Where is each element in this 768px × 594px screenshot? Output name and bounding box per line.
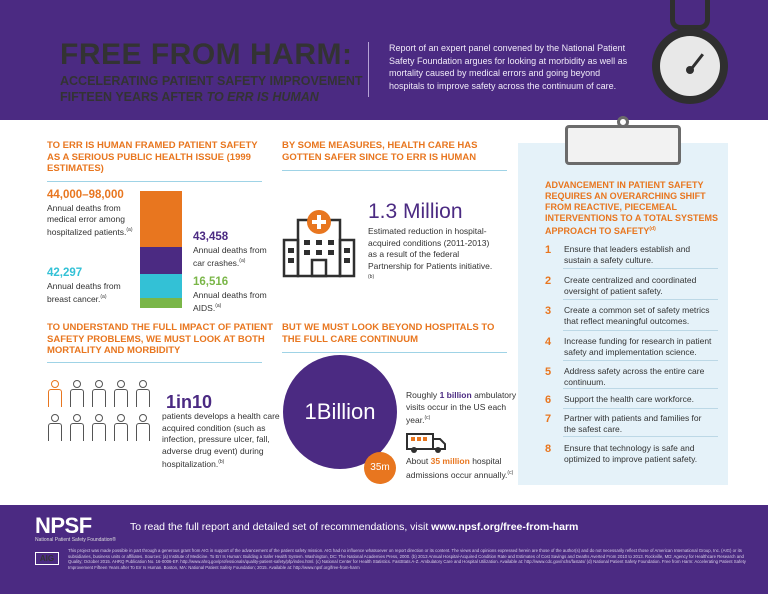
footer-fine-print: This project was made possible in part through a generous grant from AIG in support of the advancement of the patient safety mission. AIG had no influence whatsoever on report direction or its content. The views and opinions expressed herein are those of the author(s) and do not necessarily reflect those of American International Group, Inc. (AIG) or its subsidiaries, business units or affiliates. Sources: (a) Institute of Medicine. To Err Is Human: Building a Safer Health System. Washington, DC: The National Academies Press, 2000. (b) 2013 Annual Hospital-Acquired Condition Rate and Estimates of Cost Savings and Deaths Averted From 2010 to 2013. Rockville, MD: Agency for Healthcare Research and Quality; October 2015. AHRQ Publication No. 16-0006-EF. http://www.ahrq.gov/professionals/quality-patient-safety/pfp/index.html. (c) National Center for Health Statistics. FastStats A-Z. Ambulatory Care and Hospital Utilization. Available at: http://www.cdc.gov/nchs/fastats/ (d) National Patient Safety Foundation. Free from Harm: Accelerating Patient Safety Improvement Fifteen Years after To Err Is Human. Boston, MA: National Patient Safety Foundation; 2015. Available at: http://www.npsf.org/free-from-harm — [68, 548, 746, 570]
footer-cta-link[interactable]: www.npsf.org/free-from-harm — [431, 521, 579, 533]
rec-item — [545, 443, 720, 473]
section1-heading: TO ERR IS HUMAN FRAMED PATIENT SAFETY AS A SERIOUS PUBLIC HEALTH ISSUE (1999 ESTIMATES) — [47, 140, 258, 174]
about-highlight: 35 million — [430, 456, 470, 466]
gauge-face — [660, 36, 720, 96]
bar-car-crashes — [140, 247, 182, 274]
rec-number: 4 — [545, 336, 552, 348]
roughly-highlight: 1 billion — [439, 390, 472, 400]
stat-breast-num: 42,297 — [47, 267, 83, 279]
person-icon — [46, 380, 64, 408]
million-desc-text: Estimated reduction in hospital-acquired conditions (2011-2013) as a result of the federal Partnership for Patients initiative. — [368, 226, 493, 271]
m35-circle: 35m — [364, 452, 396, 484]
roughly-pre: Roughly — [406, 390, 438, 400]
bar-aids — [140, 298, 182, 308]
panel-heading-cite: (d) — [649, 226, 656, 232]
stat-breast-label — [47, 281, 137, 305]
one-in-ten-figure: 1in10 — [166, 392, 213, 412]
page-subtitle — [60, 73, 390, 105]
footer-cta-text: To read the full report and detailed set of recommendations, visit — [130, 521, 429, 533]
rec-divider — [563, 436, 718, 437]
section3-rule — [47, 362, 262, 363]
person-icon — [134, 414, 152, 442]
stat-breast-cite: (a) — [100, 294, 107, 300]
rec-text: Ensure that technology is safe and optimized to improve patient safety. — [564, 443, 698, 464]
stat-medical-error-cite: (a) — [126, 227, 133, 233]
rec-item — [545, 366, 720, 396]
million-figure: 1.3 Million — [368, 200, 463, 223]
section3-heading: TO UNDERSTAND THE FULL IMPACT OF PATIENT SAFETY PROBLEMS, WE MUST LOOK AT BOTH MORTALITY AND MORBIDITY — [47, 322, 273, 356]
rec-number: 8 — [545, 443, 552, 455]
roughly-post: ambulatory visits occur in the US each year. — [406, 390, 517, 425]
gauge-hub — [686, 66, 694, 74]
section1-rule — [47, 181, 262, 182]
stat-aids-text: Annual deaths from AIDS. — [193, 290, 267, 313]
aig-logo: AIG — [35, 552, 59, 565]
rec-number: 7 — [545, 413, 552, 425]
stat-medical-error-num: 44,000–98,000 — [47, 189, 124, 201]
rec-item — [545, 244, 720, 274]
million-cite: (b) — [368, 274, 375, 280]
roughly-cite: (c) — [424, 415, 431, 421]
one-in-ten-cite: (b) — [218, 459, 225, 465]
rec-text: Increase funding for research in patient safety and implementation science. — [564, 336, 712, 357]
npsf-logo: NPSF — [35, 513, 92, 538]
subtitle-line2-prefix: FIFTEEN YEARS AFTER — [60, 90, 204, 104]
rec-text: Address safety across the entire care continuum. — [564, 366, 705, 387]
rec-number: 5 — [545, 366, 552, 378]
roughly-text — [406, 390, 521, 426]
rec-divider — [563, 388, 718, 389]
section4-heading: BUT WE MUST LOOK BEYOND HOSPITALS TO THE FULL CARE CONTINUUM — [282, 322, 495, 345]
about-post: hospital admissions occur annually. — [406, 456, 508, 480]
panel-heading — [545, 180, 720, 237]
rec-item — [545, 413, 720, 443]
ambulance-icon — [405, 430, 447, 454]
about-pre: About — [406, 456, 429, 466]
rec-divider — [563, 360, 718, 361]
rec-item — [545, 275, 720, 305]
stat-aids-label — [193, 290, 268, 314]
page-title: FREE FROM HARM: — [60, 38, 353, 71]
footer-cta — [130, 521, 578, 533]
person-icon — [68, 414, 86, 442]
stat-car-text: Annual deaths from car crashes. — [193, 245, 267, 268]
stat-car-cite: (a) — [239, 258, 246, 264]
section2-heading: BY SOME MEASURES, HEALTH CARE HAS GOTTEN SAFER SINCE TO ERR IS HUMAN — [282, 140, 478, 163]
npsf-logo-sub: National Patient Safety Foundation® — [35, 537, 116, 543]
rec-text: Support the health care workforce. — [564, 394, 694, 404]
stat-medical-error-text: Annual deaths from medical error among hospitalized patients. — [47, 203, 127, 237]
rec-text: Create centralized and coordinated oversight of patient safety. — [564, 275, 697, 296]
stat-aids-cite: (a) — [215, 303, 222, 309]
person-icon — [68, 380, 86, 408]
clipboard-ring — [617, 116, 629, 128]
rec-divider — [563, 299, 718, 300]
header-intro: Report of an expert panel convened by the National Patient Safety Foundation argues for looking at morbidity as well as mortality caused by medical errors and going beyond hospitals to improve safety across the continuum of care. — [389, 43, 628, 91]
about-text — [406, 456, 524, 481]
stat-breast-text: Annual deaths from breast cancer. — [47, 281, 121, 304]
hospital-icon — [278, 198, 360, 280]
subtitle-line1: ACCELERATING PATIENT SAFETY IMPROVEMENT — [60, 74, 363, 88]
bar-breast-cancer — [140, 274, 182, 298]
panel-heading-text: ADVANCEMENT IN PATIENT SAFETY REQUIRES AN OVERARCHING SHIFT FROM REACTIVE, PIECEMEAL INTERVENTIONS TO A TOTAL SYSTEMS APPROACH TO SAFETY — [545, 180, 719, 236]
rec-text: Ensure that leaders establish and sustain a safety culture. — [564, 244, 691, 265]
clipboard-icon — [565, 125, 681, 165]
one-in-ten-desc-text: patients develops a health care acquired condition (such as infection, pressure ulcer, fall, adverse drug event) during hospitalization. — [162, 411, 280, 469]
section4-rule — [282, 352, 507, 353]
section2-rule — [282, 170, 507, 171]
rec-text: Partner with patients and families for the safest care. — [564, 413, 702, 434]
rec-divider — [563, 330, 718, 331]
person-icon — [134, 380, 152, 408]
rec-divider — [563, 408, 718, 409]
one-in-ten-desc — [162, 411, 282, 470]
stat-car-label — [193, 245, 268, 269]
subtitle-line2-em: TO ERR IS HUMAN — [206, 90, 319, 104]
billion-circle: 1Billion — [283, 355, 397, 469]
about-cite: (c) — [507, 469, 514, 476]
gauge-icon — [652, 28, 728, 104]
person-icon — [112, 414, 130, 442]
rec-number: 1 — [545, 244, 552, 256]
person-icon — [112, 380, 130, 408]
rec-number: 6 — [545, 394, 552, 406]
header-divider — [368, 42, 369, 97]
stat-aids-num: 16,516 — [193, 276, 229, 288]
stat-medical-error-label — [47, 203, 137, 238]
rec-item — [545, 336, 720, 366]
bar-medical-error — [140, 191, 182, 247]
stat-car-num: 43,458 — [193, 231, 229, 243]
person-icon — [90, 380, 108, 408]
rec-divider — [563, 268, 718, 269]
person-icon — [90, 414, 108, 442]
rec-number: 2 — [545, 275, 552, 287]
rec-text: Create a common set of safety metrics that reflect meaningful outcomes. — [564, 305, 710, 326]
person-icon — [46, 414, 64, 442]
gauge-hanger — [670, 0, 710, 30]
million-desc — [368, 226, 493, 285]
rec-number: 3 — [545, 305, 552, 317]
